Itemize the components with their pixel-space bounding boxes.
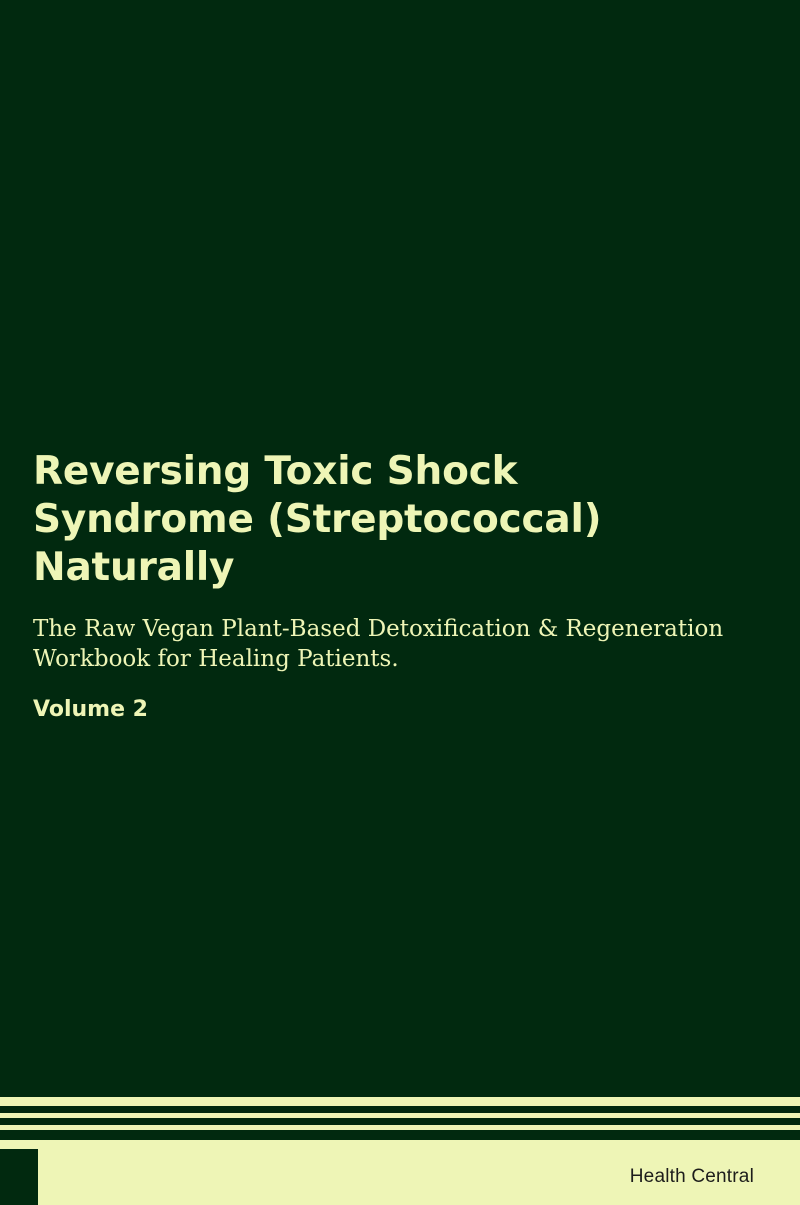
footer-left-tab — [0, 1149, 38, 1205]
stripe-gap-3 — [0, 1130, 800, 1140]
decorative-stripes — [0, 1097, 800, 1149]
footer-bar — [0, 1149, 800, 1205]
stripe-gap-1 — [0, 1106, 800, 1113]
stripe-4 — [0, 1140, 800, 1149]
book-subtitle: The Raw Vegan Plant-Based Detoxification & Regeneration Workbook for Healing Patients. — [33, 616, 724, 672]
title-block — [33, 448, 733, 724]
page-title: Reversing Toxic Shock Syndrome (Streptococcal) Naturally — [33, 449, 602, 590]
stripe-gap-2 — [0, 1118, 800, 1125]
publisher-name: Health Central — [629, 1166, 754, 1187]
stripe-1 — [0, 1097, 800, 1106]
volume-label: Volume 2 — [33, 697, 148, 722]
